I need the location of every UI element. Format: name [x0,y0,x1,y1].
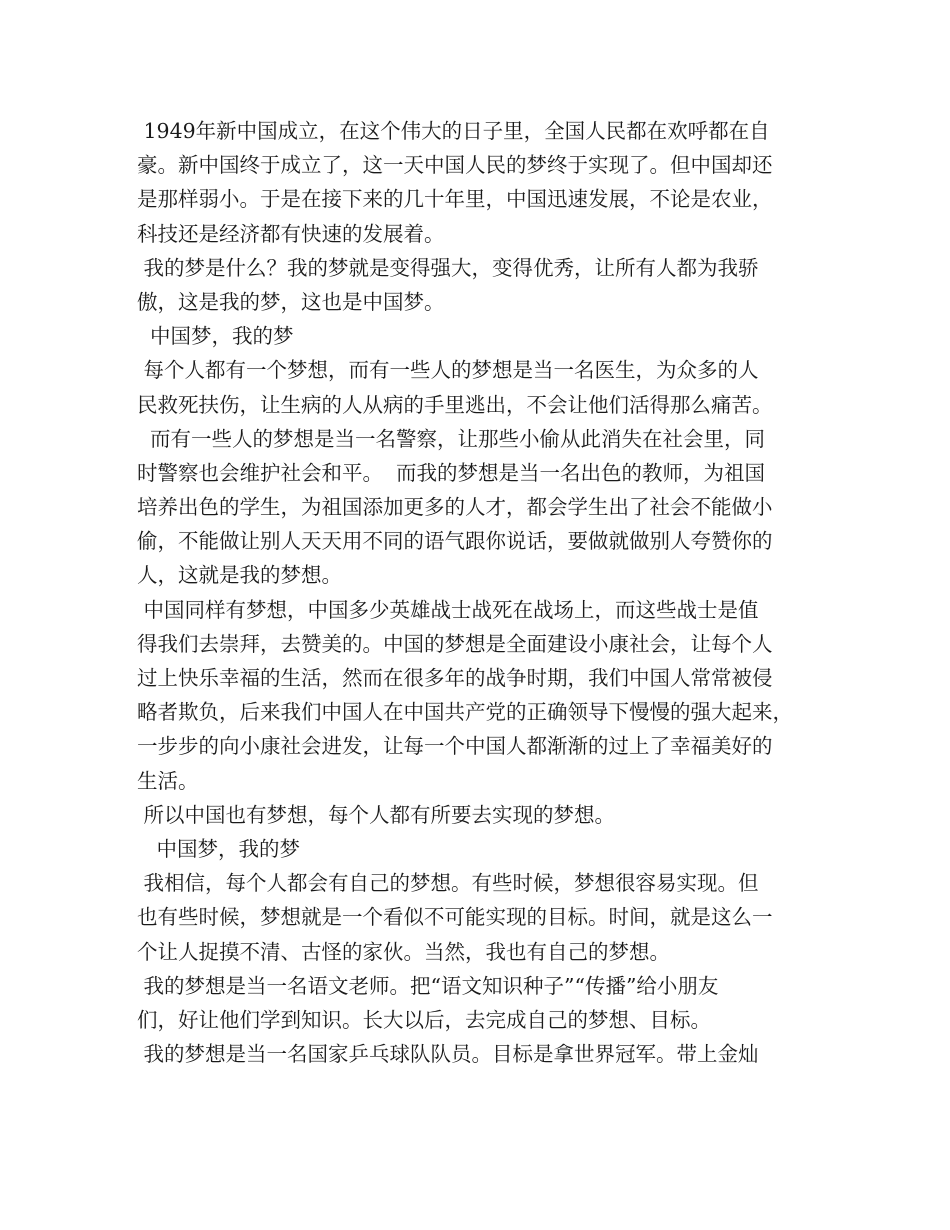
text-line: 所以中国也有梦想，每个人都有所要去实现的梦想。 [137,802,616,827]
text-line: 我的梦是什么？我的梦就是变得强大，变得优秀，让所有人都为我骄 [137,255,759,280]
text-line: 得我们去崇拜，去赞美的。中国的梦想是全面建设小康社会，让每个人 [137,631,773,656]
text-line: 培养出色的学生，为祖国添加更多的人才，都会学生出了社会不能做小 [137,495,773,520]
text-line: 我的梦想是当一名国家乒乓球队队员。目标是拿世界冠军。带上金灿 [137,1042,759,1067]
document-body [137,114,827,1071]
text-line: 一步步的向小康社会进发，让每一个中国人都渐渐的过上了幸福美好的 [137,734,773,759]
text-line: 生活。 [137,768,199,793]
text-line: 中国同样有梦想，中国多少英雄战士战死在战场上，而这些战士是值 [137,597,759,622]
text-line: 是那样弱小。于是在接下来的几十年里，中国迅速发展，不论是农业， [137,187,773,212]
text-line: 个让人捉摸不清、古怪的家伙。当然，我也有自己的梦想。 [137,939,670,964]
text-line: 而有一些人的梦想是当一名警察，让那些小偷从此消失在社会里，同 [137,426,766,451]
text-line: 也有些时候，梦想就是一个看似不可能实现的目标。时间，就是这么一 [137,905,773,930]
text-line: 过上快乐幸福的生活，然而在很多年的战争时期，我们中国人常常被侵 [137,666,773,690]
section-heading: 中国梦，我的梦 [137,324,294,349]
text-line: 我相信，每个人都会有自己的梦想。有些时候，梦想很容易实现。但 [137,871,759,896]
text-line: 人，这就是我的梦想。 [137,563,342,588]
text-line: 民救死扶伤，让生病的人从病的手里逃出，不会让他们活得那么痛苦。 [137,392,773,417]
text-line: 1949年新中国成立，在这个伟大的日子里，全国人民都在欢呼都在自 [137,119,770,143]
text-line: 科技还是经济都有快速的发展着。 [137,221,445,246]
text-line: 傲，这是我的梦，这也是中国梦。 [137,289,445,314]
text-line: 每个人都有一个梦想，而有一些人的梦想是当一名医生，为众多的人 [137,358,759,383]
section-heading: 中国梦，我的梦 [137,836,301,861]
text-line: 豪。新中国终于成立了，这一天中国人民的梦终于实现了。但中国却还 [137,153,773,178]
text-line: 们，好让他们学到知识。长大以后，去完成自己的梦想、目标。 [137,1007,711,1032]
text-line: 偷，不能做让别人天天用不同的语气跟你说话，要做就做别人夸赞你的 [137,529,773,554]
text-line: 时警察也会维护社会和平。 而我的梦想是当一名出色的教师，为祖国 [137,460,766,485]
text-line: 我的梦想是当一名语文老师。把“语文知识种子”“传播”给小朋友 [137,973,719,998]
text-line: 略者欺负，后来我们中国人在中国共产党的正确领导下慢慢的强大起来， [137,700,793,725]
